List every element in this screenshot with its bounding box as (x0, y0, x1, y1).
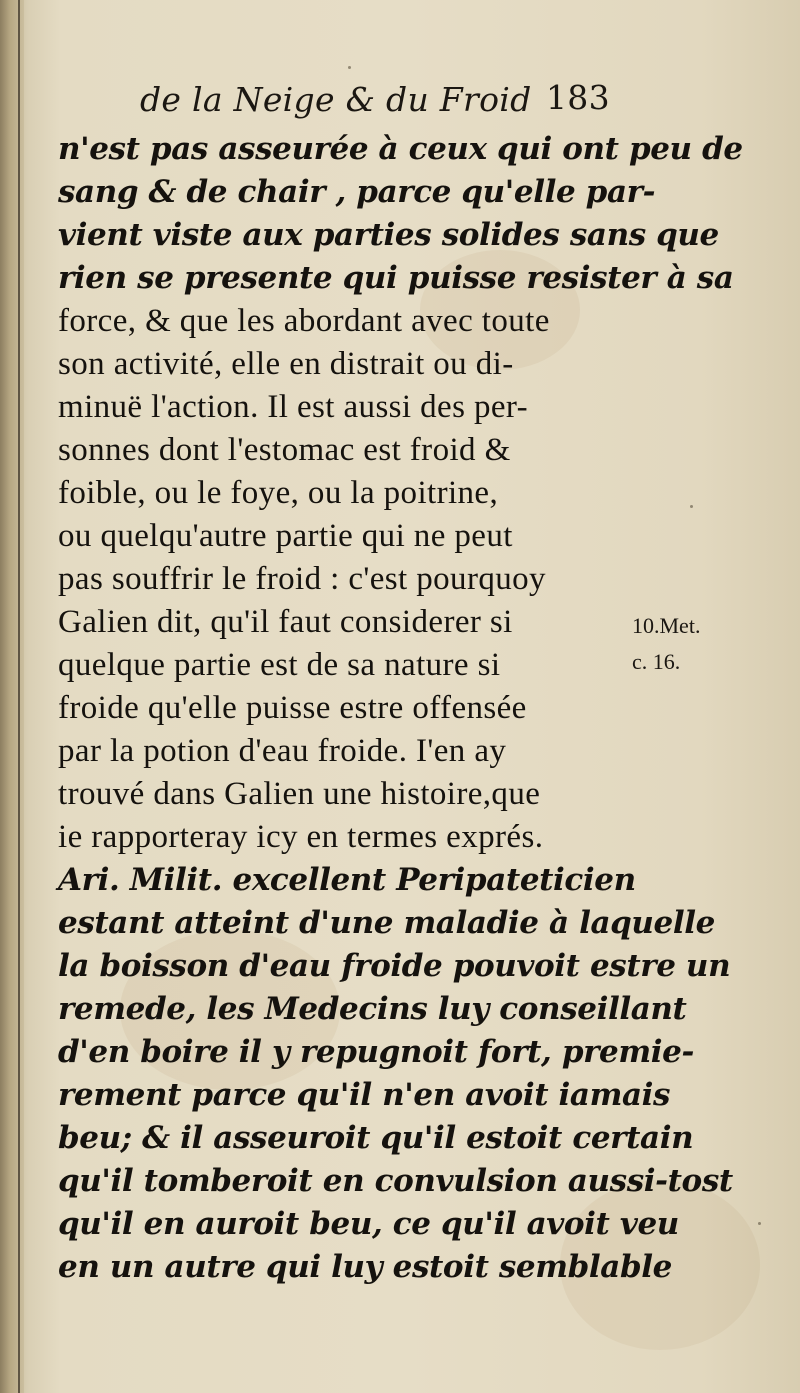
text-line: par la potion d'eau froide. I'en ay (58, 733, 507, 769)
marginal-reference-line: 10.Met. (632, 613, 701, 638)
text-line: ou quelqu'autre partie qui ne peut (58, 518, 513, 554)
text-line: estant atteint d'une maladie à laquelle (58, 905, 715, 941)
ink-speck (348, 66, 351, 69)
text-line: rement parce qu'il n'en avoit iamais (58, 1077, 671, 1113)
text-line: en un autre qui luy estoit semblable (58, 1249, 672, 1285)
text-line: minuë l'action. Il est aussi des per- (58, 389, 529, 425)
text-line: la boisson d'eau froide pouvoit estre un (58, 948, 731, 984)
text-line: qu'il tomberoit en convulsion aussi-tost (58, 1163, 733, 1199)
page-number: 183 (546, 78, 610, 117)
text-line: froide qu'elle puisse estre offensée (58, 690, 527, 726)
marginal-reference (632, 608, 792, 680)
text-line: Ari. Milit. excellent Peripateticien (58, 862, 636, 898)
text-line: remede, les Medecins luy conseillant (58, 991, 687, 1027)
text-line: n'est pas asseurée à ceux qui ont peu de (58, 131, 743, 167)
text-line: Galien dit, qu'il faut considerer si (58, 604, 513, 640)
text-line: ie rapporteray icy en termes exprés. (58, 819, 544, 855)
ink-speck (758, 1222, 761, 1225)
text-line: d'en boire il y repugnoit fort, premie- (58, 1034, 694, 1070)
text-line: force, & que les abordant avec toute (58, 303, 550, 339)
running-header (140, 74, 630, 124)
text-line: sonnes dont l'estomac est froid & (58, 432, 511, 468)
marginal-reference-line: c. 16. (632, 649, 681, 674)
text-line: pas souffrir le froid : c'est pourquoy (58, 561, 546, 597)
text-line: foible, ou le foye, ou la poitrine, (58, 475, 499, 511)
text-line: beu; & il asseuroit qu'il estoit certain (58, 1120, 694, 1156)
ink-speck (690, 505, 693, 508)
binding-shadow-line (18, 0, 20, 1393)
text-line: quelque partie est de sa nature si (58, 647, 501, 683)
text-line: qu'il en auroit beu, ce qu'il avoit veu (58, 1206, 679, 1242)
text-line: rien se presente qui puisse resister à sa (58, 260, 734, 296)
page-binding-edge (0, 0, 24, 1393)
running-title: de la Neige & du Froid (140, 80, 532, 119)
text-line: son activité, elle en distrait ou di- (58, 346, 514, 382)
text-line: sang & de chair , parce qu'elle par- (58, 174, 656, 210)
text-line: vient viste aux parties solides sans que (58, 217, 719, 253)
text-line: trouvé dans Galien une histoire,que (58, 776, 541, 812)
